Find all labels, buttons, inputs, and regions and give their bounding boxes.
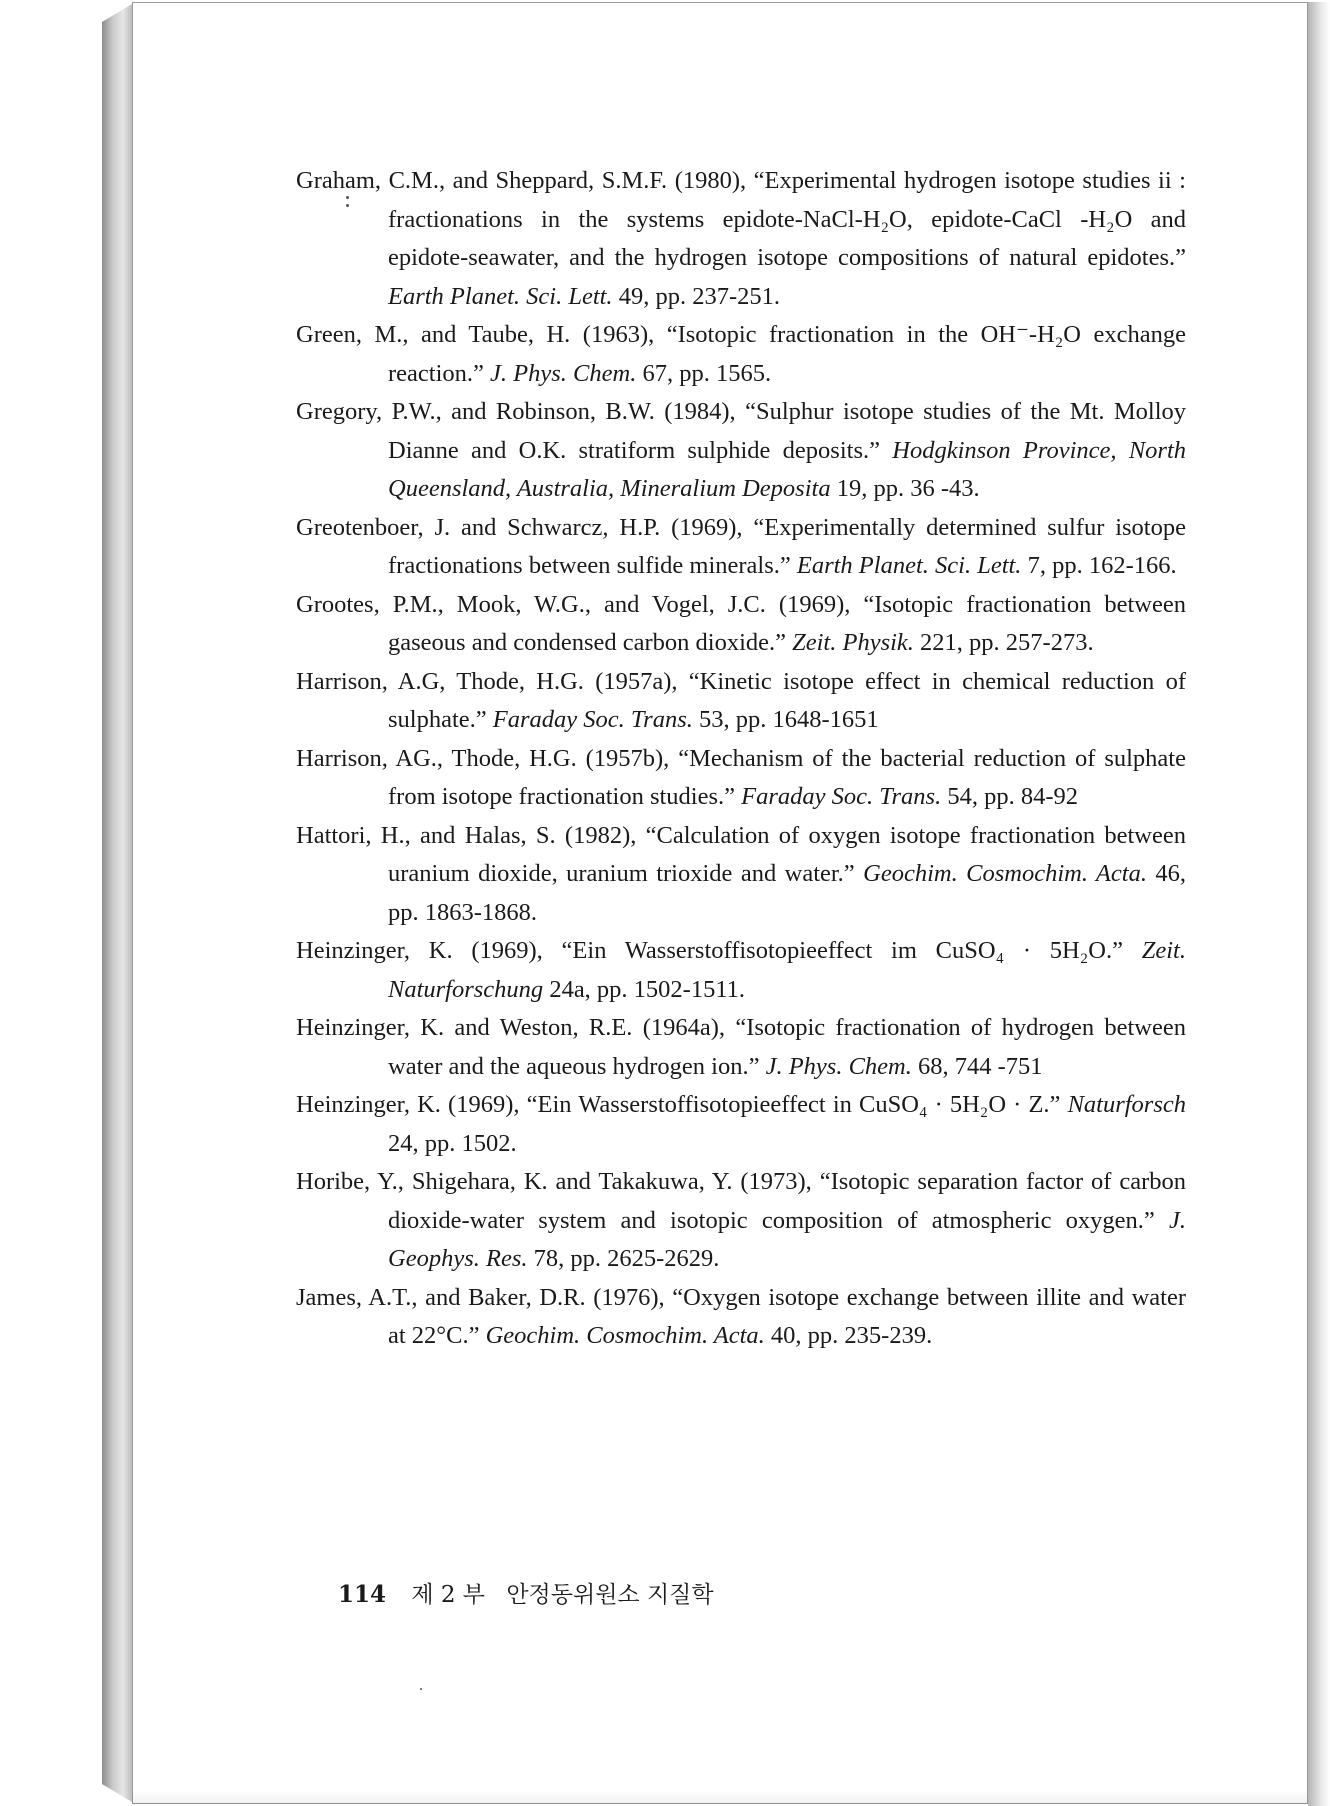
reference-volume-pages: 221, pp. 257-273. xyxy=(913,629,1094,656)
reference-title: “Experimental hydrogen isotope studies ii : fractionations in the systems epidote-NaCl-H₂O, epidote-CaCl -H₂O and epidote-seawater, and the hydrogen isotope compositions of natural epidotes.” xyxy=(388,167,1186,271)
reference-source: Faraday Soc. Trans. xyxy=(492,706,693,733)
reference-title: “Isotopic separation factor of carbon dioxide-water system and isotopic composition of atmospheric oxygen.” xyxy=(388,1168,1186,1234)
reference-volume-pages: 78, pp. 2625-2629. xyxy=(527,1245,720,1272)
reference-authors: Heinzinger, K. (1969), xyxy=(296,937,562,964)
reference-source: Earth Planet. Sci. Lett. xyxy=(388,282,613,310)
page-bottom-shadow xyxy=(132,1790,1308,1804)
reference-entry xyxy=(296,393,1186,509)
book-spine-edge xyxy=(102,4,132,1802)
reference-title: “Ein Wasserstoffisotopieeffect im CuSO₄ · 5H₂O.” xyxy=(561,937,1142,964)
reference-source: Hodgkinson Province, North Queensland, Australia, Mineralium Deposita xyxy=(388,436,1186,502)
reference-source: Naturforsch xyxy=(1067,1091,1186,1118)
reference-authors: Heinzinger, K. and Weston, R.E. (1964a), xyxy=(296,1014,736,1041)
scan-speck xyxy=(346,204,349,207)
reference-title: “Kinetic isotope effect in chemical reduction of sulphate.” xyxy=(388,667,1186,733)
reference-volume-pages: 19, pp. 36 -43. xyxy=(830,475,980,502)
reference-title: “Ein Wasserstoffisotopieeffect in CuSO₄ · 5H₂O · Z.” xyxy=(526,1091,1068,1118)
reference-entry xyxy=(296,817,1186,933)
reference-authors: Horibe, Y., Shigehara, K. and Takakuwa, Y. (1973), xyxy=(296,1168,820,1195)
reference-title: “Isotopic fractionation between gaseous and condensed carbon dioxide.” xyxy=(388,590,1186,656)
reference-entry xyxy=(296,663,1186,740)
reference-authors: Harrison, AG., Thode, H.G. (1957b), xyxy=(296,744,679,772)
reference-entry xyxy=(296,162,1186,316)
reference-authors: Heinzinger, K. (1969), xyxy=(296,1091,527,1118)
reference-entry xyxy=(296,586,1186,663)
reference-volume-pages: 54, pp. 84-92 xyxy=(941,783,1079,810)
reference-authors: James, A.T., and Baker, D.R. (1976), xyxy=(296,1283,673,1311)
scan-speck xyxy=(420,1688,422,1690)
reference-entry xyxy=(296,1009,1186,1086)
reference-volume-pages: 40, pp. 235-239. xyxy=(764,1322,933,1349)
reference-source: Zeit. Naturforschung xyxy=(388,937,1186,1003)
reference-volume-pages: 24, pp. 1502. xyxy=(388,1129,517,1157)
reference-authors: Greotenboer, J. and Schwarcz, H.P. (1969), xyxy=(296,513,754,541)
page-footer xyxy=(338,1576,714,1609)
reference-source: Zeit. Physik. xyxy=(792,629,914,656)
reference-source: Geochim. Cosmochim. Acta. xyxy=(863,860,1147,887)
reference-authors: Hattori, H., and Halas, S. (1982), xyxy=(296,821,646,849)
reference-entry xyxy=(296,509,1186,586)
reference-entry xyxy=(296,932,1186,1009)
reference-entry xyxy=(296,1163,1186,1279)
reference-authors: Grootes, P.M., Mook, W.G., and Vogel, J.C. (1969), xyxy=(296,590,864,618)
reference-volume-pages: 49, pp. 237-251. xyxy=(612,282,780,310)
reference-title: “Sulphur isotope studies of the Mt. Molloy Dianne and O.K. stratiform sulphide deposits.” xyxy=(388,398,1187,464)
reference-list xyxy=(296,162,1186,1356)
reference-source: J. Phys. Chem. xyxy=(765,1052,912,1080)
reference-entry xyxy=(296,316,1186,393)
reference-source: J. Geophys. Res. xyxy=(388,1206,1186,1272)
reference-volume-pages: 24a, pp. 1502-1511. xyxy=(543,975,746,1003)
reference-authors: Gregory, P.W., and Robinson, B.W. (1984), xyxy=(296,398,746,425)
reference-title: “Isotopic fractionation of hydrogen between water and the aqueous hydrogen ion.” xyxy=(388,1014,1187,1080)
reference-title: “Experimentally determined sulfur isotope fractionations between sulfide minerals.” xyxy=(388,513,1186,579)
part-label: 제 2 부 xyxy=(411,1582,486,1608)
reference-title: “Mechanism of the bacterial reduction of sulphate from isotope fractionation studies.” xyxy=(388,744,1186,810)
reference-authors: Graham, C.M., and Sheppard, S.M.F. (1980), xyxy=(296,167,754,194)
reference-source: Faraday Soc. Trans. xyxy=(741,783,942,810)
scan-speck xyxy=(346,196,349,199)
reference-source: Earth Planet. Sci. Lett. xyxy=(796,552,1022,579)
reference-volume-pages: 46, pp. 1863-1868. xyxy=(388,860,1187,926)
reference-volume-pages: 53, pp. 1648-1651 xyxy=(692,706,879,733)
reference-volume-pages: 7, pp. 162-166. xyxy=(1021,552,1177,579)
reference-entry xyxy=(296,1279,1186,1356)
reference-source: J. Phys. Chem. xyxy=(490,359,637,387)
reference-title: “Calculation of oxygen isotope fractionation between uranium dioxide, uranium trioxide and water.” xyxy=(388,821,1186,887)
reference-authors: Harrison, A.G, Thode, H.G. (1957a), xyxy=(296,667,689,695)
reference-entry xyxy=(296,740,1186,817)
reference-title: “Oxygen isotope exchange between illite and water at 22°C.” xyxy=(388,1283,1187,1349)
page-number: 114 xyxy=(338,1581,387,1608)
reference-authors: Green, M., and Taube, H. (1963), xyxy=(296,321,667,348)
reference-entry xyxy=(296,1086,1186,1163)
reference-source: Geochim. Cosmochim. Acta. xyxy=(485,1322,765,1349)
reference-volume-pages: 68, 744 -751 xyxy=(911,1052,1043,1080)
book-title: 안정동위원소 지질학 xyxy=(506,1582,714,1608)
reference-volume-pages: 67, pp. 1565. xyxy=(636,359,772,387)
reference-title: “Isotopic fractionation in the OH⁻-H₂O exchange reaction.” xyxy=(388,321,1186,387)
page-right-shadow xyxy=(1308,2,1330,1806)
